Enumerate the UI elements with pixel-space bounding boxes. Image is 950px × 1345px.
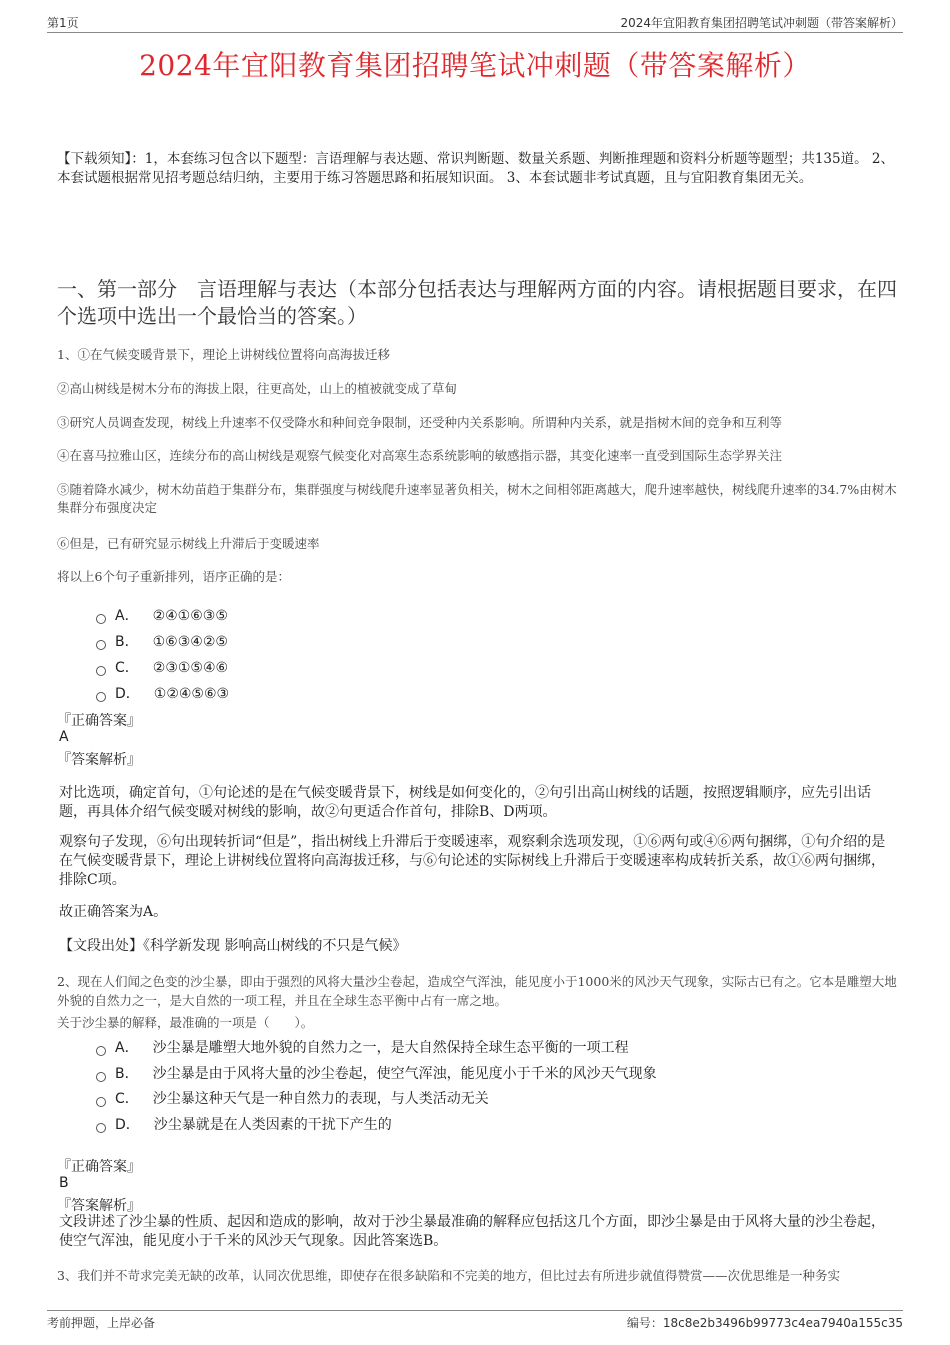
q1-sentence-1: 1、①在气候变暖背景下，理论上讲树线位置将向高海拔迁移 [57, 347, 390, 362]
page-number: 第1页 [47, 16, 79, 30]
q2-analysis-label: 『答案解析』 [57, 1198, 141, 1214]
radio-icon[interactable] [96, 692, 106, 702]
q2-option-c[interactable]: C． 沙尘暴这种天气是一种自然力的表现，与人类活动无关 [96, 1088, 489, 1108]
q1-prompt: 将以上6个句子重新排列，语序正确的是： [57, 569, 290, 584]
q1-analysis-para-2: 观察句子发现，⑥句出现转折词“但是”，指出树线上升滞后于变暖速率，观察剩余选项发现，①⑥两句或④⑥两句捆绑，①句介绍的是在气候变暖背景下，理论上讲树线位置将向高海拔迁移，与⑥句论述的实际树线上升滞后于变暖速率构成转折关系，故①⑥两句捆绑，排除C项。 [59, 834, 886, 888]
radio-icon[interactable] [96, 1046, 106, 1056]
radio-icon[interactable] [96, 666, 106, 676]
q2-answer-label: 『正确答案』 [57, 1159, 141, 1175]
q2-option-d[interactable]: D． 沙尘暴就是在人类因素的干扰下产生的 [96, 1114, 392, 1134]
q2-question: 关于沙尘暴的解释，最准确的一项是（ ）。 [57, 1015, 314, 1030]
page-footer [47, 1310, 903, 1331]
q3-stem: 3、我们并不苛求完美无缺的改革，认同次优思维，即使存在很多缺陷和不完美的地方，但比过去有所进步就值得赞赏——次优思维是一种务实 [57, 1268, 840, 1283]
q1-option-c[interactable]: C． ②③①⑤④⑥ [96, 657, 228, 677]
section-heading: 一、第一部分 言语理解与表达（本部分包括表达与理解两方面的内容。请根据题目要求，在四个选项中选出一个最恰当的答案。） [57, 277, 897, 328]
document-code: 18c8e2b3496b99773c4ea7940a155c35 [662, 1316, 903, 1330]
q1-analysis-conclusion: 故正确答案为A。 [59, 904, 168, 920]
q2-answer: B [59, 1175, 69, 1191]
footer-code: 编号：18c8e2b3496b99773c4ea7940a155c35 [626, 1316, 903, 1330]
q2-stem: 2、现在人们闻之色变的沙尘暴，即由于强烈的风将大量沙尘卷起，造成空气浑浊，能见度小于1000米的风沙天气现象，实际古已有之。它本是雕塑大地外貌的自然力之一，是大自然的一项工程，并且在全球生态平衡中占有一席之地。 [57, 974, 897, 1008]
q2-option-b[interactable]: B． 沙尘暴是由于风将大量的沙尘卷起，使空气浑浊，能见度小于千米的风沙天气现象 [96, 1063, 657, 1083]
q2-analysis: 文段讲述了沙尘暴的性质、起因和造成的影响，故对于沙尘暴最准确的解释应包括这几个方面，即沙尘暴是由于风将大量的沙尘卷起，使空气浑浊，能见度小于千米的风沙天气现象。因此答案选B。 [59, 1214, 885, 1249]
header-doc-title: 2024年宜阳教育集团招聘笔试冲刺题（带答案解析） [620, 16, 903, 30]
q1-option-d[interactable]: D． ①②④⑤⑥③ [96, 683, 229, 703]
radio-icon[interactable] [96, 1123, 106, 1133]
q1-source: 【文段出处】《科学新发现 影响高山树线的不只是气候》 [59, 938, 407, 954]
q1-sentence-3: ③研究人员调查发现，树线上升速率不仅受降水和种间竞争限制，还受种内关系影响。所谓种内关系，就是指树木间的竞争和互利等 [57, 415, 783, 430]
page-header [47, 12, 903, 33]
q1-analysis-para-1: 对比选项，确定首句，①句论述的是在气候变暖背景下，树线是如何变化的，②句引出高山树线的话题，按照逻辑顺序，应先引出话题，再具体介绍气候变暖对树线的影响，故②句更适合作首句，排除B、D两项。 [59, 785, 871, 820]
footer-slogan: 考前押题，上岸必备 [47, 1316, 156, 1330]
q2-option-a[interactable]: A． 沙尘暴是雕塑大地外貌的自然力之一，是大自然保持全球生态平衡的一项工程 [96, 1037, 629, 1057]
q1-sentence-5: ⑤随着降水减少，树木幼苗趋于集群分布，集群强度与树线爬升速率显著负相关，树木之间相邻距离越大，爬升速率越快，树线爬升速率的34.7%由树木集群分布强度决定 [57, 482, 897, 515]
download-notice: 【下载须知】：1，本套练习包含以下题型：言语理解与表达题、常识判断题、数量关系题、判断推理题和资料分析题等题型；共135道。 2、本套试题根据常见招考题总结归纳，主要用于练习答题思路和拓展知识面。 3、本套试题非考试真题，且与宜阳教育集团无关。 [57, 151, 894, 186]
radio-icon[interactable] [96, 640, 106, 650]
q1-sentence-6: ⑥但是，已有研究显示树线上升滞后于变暖速率 [57, 536, 320, 551]
q1-sentence-4: ④在喜马拉雅山区，连续分布的高山树线是观察气候变化对高寒生态系统影响的敏感指示器，其变化速率一直受到国际生态学界关注 [57, 448, 783, 463]
radio-icon[interactable] [96, 1072, 106, 1082]
q1-sentence-2: ②高山树线是树木分布的海拔上限，往更高处，山上的植被就变成了草甸 [57, 381, 458, 396]
q1-option-b[interactable]: B． ①⑥③④②⑤ [96, 631, 228, 651]
q1-option-a[interactable]: A． ②④①⑥③⑤ [96, 605, 228, 625]
page-title: 2024年宜阳教育集团招聘笔试冲刺题（带答案解析） [139, 49, 811, 82]
q1-answer-label: 『正确答案』 [57, 713, 141, 729]
radio-icon[interactable] [96, 614, 106, 624]
q1-analysis-label: 『答案解析』 [57, 752, 141, 768]
q1-answer: A [59, 729, 69, 745]
radio-icon[interactable] [96, 1097, 106, 1107]
